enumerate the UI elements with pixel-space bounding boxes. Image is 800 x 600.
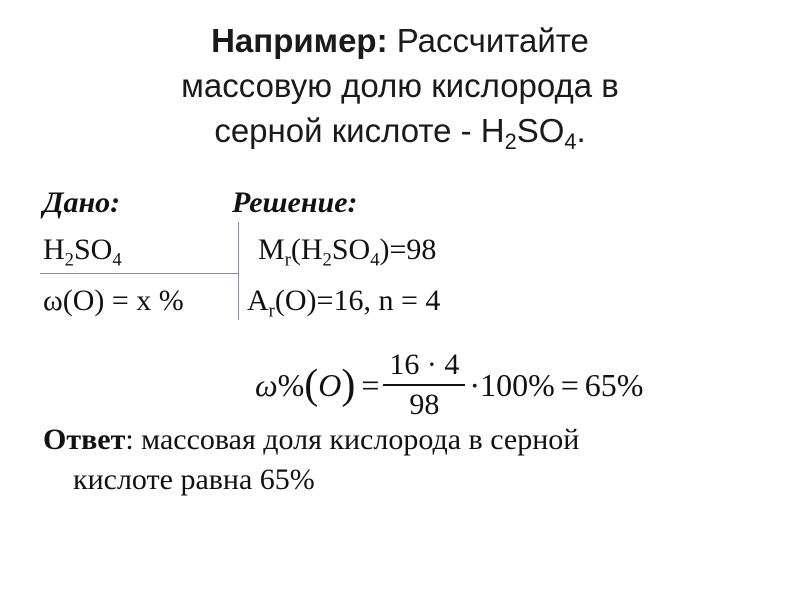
answer-block bbox=[43, 420, 743, 500]
formula-omega: ω bbox=[255, 366, 278, 403]
formula-result: 65% bbox=[584, 366, 644, 403]
mr-sub-2: 2 bbox=[322, 249, 332, 271]
omega-given: ω(O) = x % bbox=[43, 284, 184, 317]
ar-sub-r: r bbox=[268, 300, 275, 322]
title-line-3 bbox=[60, 108, 740, 153]
given-header: Дано: bbox=[43, 186, 121, 219]
ar-value: (O)=16, n = 4 bbox=[274, 284, 441, 317]
given-sub-4: 4 bbox=[112, 249, 122, 271]
ar-a: A bbox=[247, 284, 269, 317]
formula-oxygen: O bbox=[318, 366, 342, 403]
formula-equals-2: = bbox=[560, 366, 579, 403]
given-h: H bbox=[43, 233, 65, 266]
formula-equals-1: = bbox=[361, 366, 380, 403]
answer-text-line2: кислоте равна 65% bbox=[73, 463, 315, 496]
mr-so: SO bbox=[331, 233, 371, 266]
slide-title bbox=[60, 18, 740, 153]
formula-paren-open: ( bbox=[304, 362, 319, 408]
formula-paren-close: ) bbox=[341, 362, 356, 408]
mr-h: (H bbox=[290, 233, 323, 266]
solution-header: Решение: bbox=[232, 186, 358, 219]
title-line3-text: серной кислоте - H bbox=[214, 112, 505, 149]
title-line1-rest: Рассчитайте bbox=[396, 22, 589, 59]
atomic-mass-line bbox=[247, 284, 441, 322]
mass-fraction-formula bbox=[255, 345, 643, 425]
title-line3-end: . bbox=[576, 112, 586, 149]
formula-multiplier: ·100% bbox=[469, 366, 555, 403]
title-line-2: массовую долю кислорода в bbox=[181, 67, 619, 104]
formula-fraction bbox=[383, 348, 465, 422]
fraction-denominator: 98 bbox=[409, 388, 440, 421]
given-separator bbox=[40, 273, 238, 274]
title-sub-2: 2 bbox=[504, 128, 517, 154]
answer-text-line1: : массовая доля кислорода в серной bbox=[125, 423, 580, 456]
answer-label: Ответ bbox=[43, 423, 126, 456]
molar-mass-line bbox=[258, 233, 437, 271]
given-sub-2: 2 bbox=[64, 249, 74, 271]
mr-sub-r: r bbox=[284, 249, 291, 271]
given-solution-divider bbox=[238, 222, 239, 320]
title-lead: Например: bbox=[211, 22, 388, 59]
fraction-numerator: 16 · 4 bbox=[389, 348, 460, 381]
title-line-1 bbox=[60, 18, 740, 63]
mr-value: )=98 bbox=[379, 233, 437, 266]
formula-percent: % bbox=[277, 366, 305, 403]
mr-m: M bbox=[258, 233, 285, 266]
title-sub-4: 4 bbox=[564, 128, 577, 154]
mr-sub-4: 4 bbox=[370, 249, 380, 271]
given-so: SO bbox=[73, 233, 113, 266]
title-line3-mid: SO bbox=[516, 112, 565, 149]
given-formula bbox=[43, 233, 122, 271]
